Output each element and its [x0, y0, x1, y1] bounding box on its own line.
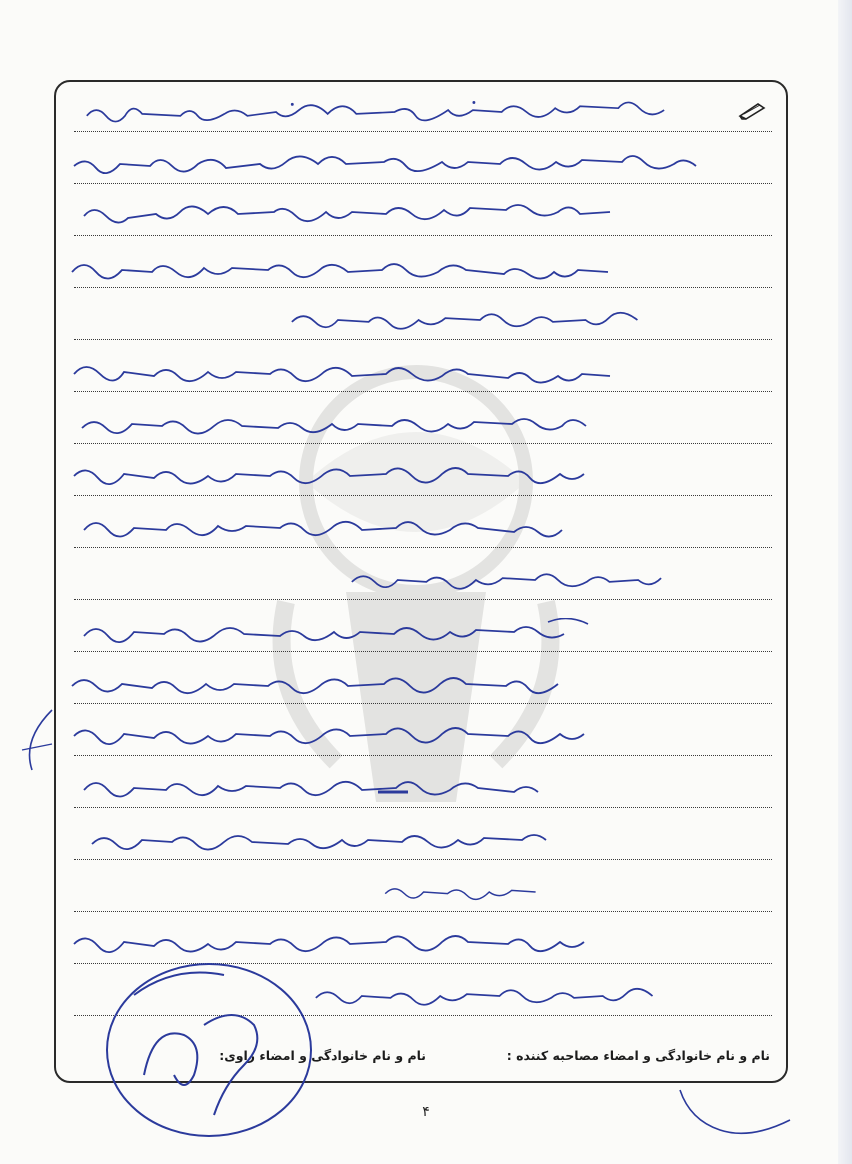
handwriting: [312, 982, 752, 1010]
handwriting: [68, 930, 768, 958]
handwriting: [68, 670, 768, 698]
narrator-signature: [94, 955, 324, 1155]
page-number: ۴: [422, 1104, 430, 1120]
handwriting: [78, 514, 768, 542]
handwriting: [288, 306, 768, 334]
handwriting: [68, 722, 768, 750]
handwritten-line: [74, 144, 772, 184]
pencil-icon: [738, 100, 768, 120]
handwritten-line: [74, 820, 772, 860]
handwriting: [68, 358, 768, 386]
handwritten-line: [74, 404, 772, 444]
handwriting: [78, 774, 768, 802]
handwritten-line: [74, 456, 772, 496]
handwritten-line: [74, 196, 772, 236]
handwriting: [78, 410, 768, 438]
handwritten-line: [74, 768, 772, 808]
handwriting: [68, 150, 768, 178]
form-frame: [54, 80, 788, 1083]
handwritten-line: [74, 664, 772, 704]
handwritten-line: [74, 560, 772, 600]
handwriting: [382, 878, 542, 906]
handwriting: [68, 254, 768, 282]
handwritten-line: [74, 248, 772, 288]
handwritten-line: [74, 300, 772, 340]
handwriting: [348, 566, 768, 594]
handwriting: [68, 462, 768, 490]
narrator-signature-label: نام و نام خانوادگی و امضاء راوی:: [219, 1048, 426, 1063]
handwritten-line: [74, 352, 772, 392]
handwritten-line: [74, 92, 772, 132]
handwritten-line: [74, 508, 772, 548]
handwriting: [88, 826, 768, 854]
margin-marks: [12, 700, 102, 780]
handwritten-line: [74, 612, 772, 652]
handwriting: [82, 98, 732, 126]
handwritten-line: [74, 872, 772, 912]
scan-edge: [838, 0, 852, 1164]
interviewer-signature-label: نام و نام خانوادگی و امضاء مصاحبه کننده :: [506, 1048, 770, 1063]
handwritten-line: [74, 716, 772, 756]
handwriting: [78, 618, 768, 646]
handwriting: [78, 202, 768, 230]
